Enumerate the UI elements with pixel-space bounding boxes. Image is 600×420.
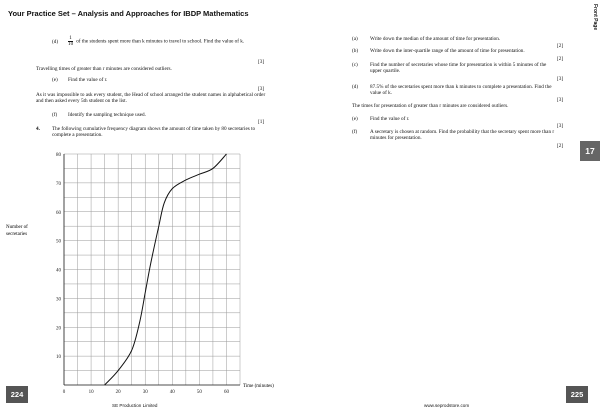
right-a-label: (a) [352, 36, 358, 42]
left-d-label: (d) [52, 39, 59, 45]
side-label: Front Page [592, 4, 598, 31]
y-tick-label: 10 [56, 355, 61, 361]
right-f-marks: [2] [557, 143, 564, 149]
x-tick-label: 40 [169, 390, 175, 393]
y-axis-label-line: Number of [6, 225, 28, 230]
x-tick-label: 0 [62, 390, 66, 393]
chart-ticks [56, 153, 229, 393]
fraction [68, 36, 73, 47]
left-e-text: Find the value of r. [68, 77, 108, 83]
left-f-label: (f) [52, 112, 58, 118]
y-tick-label: 80 [56, 153, 61, 158]
left-intro-text: As it was impossible to ask every student, the Head of school arranged the student names in alphabetical order and then asked every 5th student on the list. [36, 92, 266, 105]
y-tick-label: 40 [56, 268, 61, 274]
left-outliers-text: Travelling times of greater than r minutes are considered outliers. [36, 66, 172, 72]
chart-grid [64, 154, 240, 385]
footer-publisher: SE Production Limited [112, 403, 158, 408]
right-b-text: Write down the inter-quartile range of the amount of time for presentation. [370, 48, 525, 54]
right-a-marks: [2] [557, 43, 564, 49]
right-e-text: Find the value of r. [370, 116, 410, 122]
header-title: Your Practice Set – Analysis and Approaches for IBDP Mathematics [8, 9, 249, 18]
left-e-label: (e) [52, 77, 58, 83]
right-f-text: A secretary is chosen at random. Find the probability that the secretary spent more than r minutes for presentation. [370, 129, 555, 142]
left-d-marks: [3] [258, 59, 265, 65]
right-b-label: (b) [352, 48, 359, 54]
y-tick-label: 30 [56, 297, 61, 303]
right-c-marks: [3] [557, 76, 564, 82]
right-d-marks: [3] [557, 97, 564, 103]
x-tick-label: 50 [196, 390, 202, 393]
chapter-tab: 17 [580, 141, 600, 161]
left-f-marks: [1] [258, 119, 265, 125]
y-axis-label [6, 225, 28, 237]
page-number-right: 225 [566, 386, 588, 403]
cumulative-frequency-chart [0, 148, 295, 393]
right-d-label: (d) [352, 84, 359, 90]
x-tick-label: 20 [115, 390, 121, 393]
y-tick-label: 70 [56, 181, 61, 187]
left-d-text: of the students spent more than k minutes to travel to school. Find the value of k. [76, 38, 245, 45]
left-f-text: Identify the sampling technique used. [68, 112, 146, 118]
right-c-text: Find the number of secretaries whose time for presentation is within 5 minutes of the upper quartile. [370, 62, 547, 75]
x-tick-label: 10 [88, 390, 94, 393]
fraction-denominator: 10 [68, 41, 74, 47]
question-4-text: The following cumulative frequency diagram shows the amount of time taken by 80 secretaries to complete a presentation. [52, 126, 256, 139]
y-tick-label: 50 [56, 239, 61, 245]
left-e-marks: [3] [258, 86, 265, 92]
y-tick-label: 20 [56, 326, 61, 332]
right-e-marks: [3] [557, 123, 564, 129]
right-e-label: (e) [352, 116, 358, 122]
right-c-label: (c) [352, 62, 358, 68]
fraction-numerator: 1 [69, 35, 72, 41]
right-f-label: (f) [352, 129, 358, 135]
left-question-d [68, 36, 278, 47]
footer-website: www.seprodstore.com [424, 403, 470, 408]
x-axis-label: Time (minutes) [243, 384, 274, 389]
x-tick-label: 60 [223, 390, 229, 393]
right-outliers-text: The times for presentation of greater than r minutes are considered outliers. [352, 103, 509, 109]
right-d-text: 87.5% of the secretaries spent more than k minutes to complete a presentation. Find the value of k. [370, 84, 552, 97]
page-number-left: 224 [6, 386, 28, 403]
right-b-marks: [2] [557, 56, 564, 62]
x-tick-label: 30 [142, 390, 148, 393]
y-axis-label-line: secretaries [6, 232, 28, 237]
right-a-text: Write down the median of the amount of time for presentation. [370, 36, 501, 42]
question-4-number: 4. [36, 126, 40, 132]
y-tick-label: 60 [56, 210, 61, 216]
